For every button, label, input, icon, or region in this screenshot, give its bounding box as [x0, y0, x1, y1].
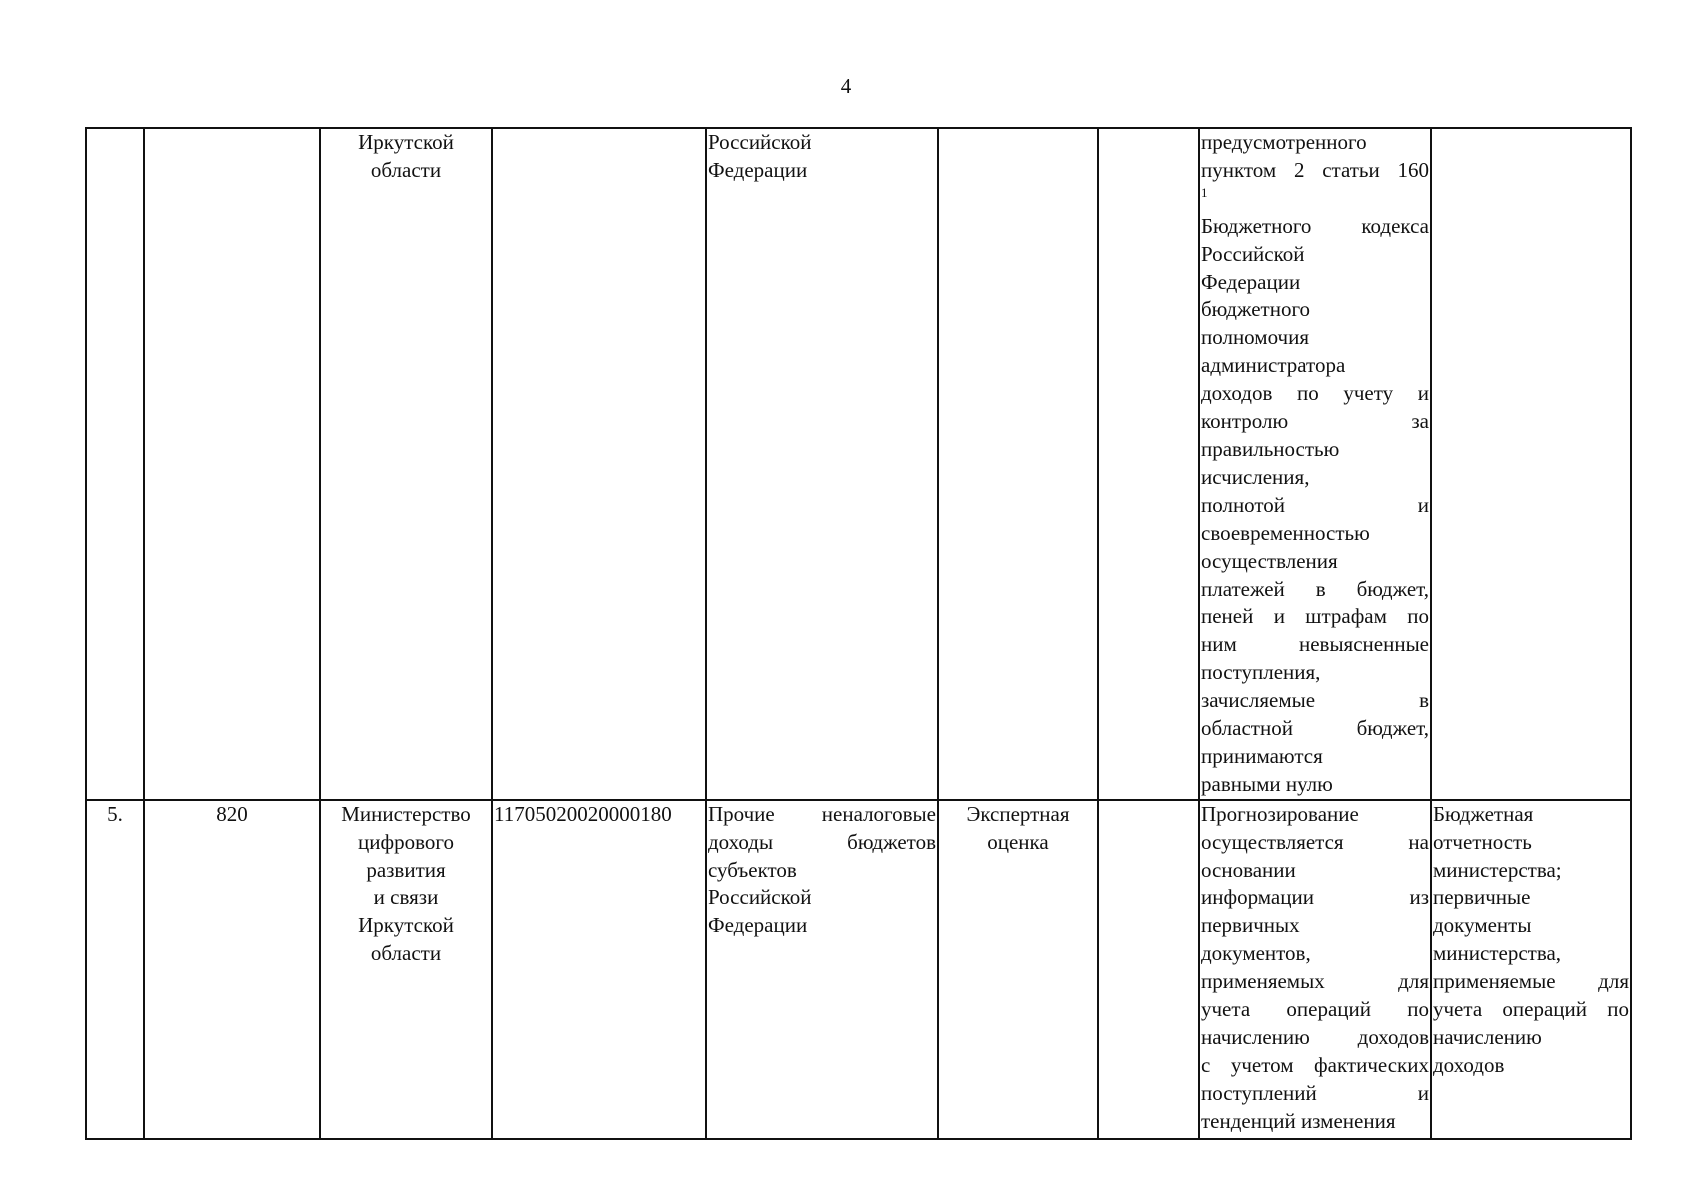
- algorithm-line: полнотой и: [1201, 492, 1429, 517]
- administrator-line: цифрового: [358, 829, 454, 854]
- method-cell: [938, 800, 1098, 1139]
- source-line: учета операций по: [1433, 997, 1629, 1022]
- income-name-line: Прочие неналоговые: [708, 801, 936, 826]
- row-number-cell: [86, 128, 144, 800]
- algorithm-line: ним невыясненные: [1201, 632, 1429, 657]
- algorithm-cell: [1199, 128, 1431, 800]
- administrator-line: Иркутской: [358, 130, 454, 154]
- row-number-cell: 5.: [86, 800, 144, 1139]
- administrator-cell: [320, 800, 492, 1139]
- algorithm-line-footnote: пунктом 2 статьи 160 $^1$: [1201, 157, 1429, 200]
- source-cell: [1431, 128, 1631, 800]
- income-name-line: Федерации: [708, 157, 808, 182]
- algorithm-line: исчисления,: [1201, 464, 1310, 489]
- forecast-table: [85, 127, 1632, 1140]
- kbk-cell: 11705020020000180: [492, 800, 706, 1139]
- income-name-line: Российской: [708, 885, 812, 910]
- formula-cell: [1098, 800, 1199, 1139]
- source-line: министерства;: [1433, 857, 1562, 882]
- algorithm-line: первичных: [1201, 913, 1300, 938]
- source-line: применяемые для: [1433, 969, 1629, 994]
- administrator-line: Иркутской: [358, 913, 454, 938]
- algorithm-line: осуществления: [1201, 548, 1338, 573]
- administrator-line: и связи: [373, 885, 439, 910]
- income-name-line: Федерации: [708, 913, 808, 938]
- algorithm-line: контролю за: [1201, 409, 1429, 434]
- algorithm-line: своевременностью: [1201, 520, 1370, 545]
- code-cell: 820: [144, 800, 320, 1139]
- income-name-cell: [706, 800, 938, 1139]
- algorithm-line: зачисляемые в: [1201, 688, 1429, 713]
- table-row: [86, 128, 1631, 800]
- kbk-cell: [492, 128, 706, 800]
- page-number: 4: [840, 74, 852, 98]
- algorithm-cell: [1199, 800, 1431, 1139]
- algorithm-line: областной бюджет,: [1201, 716, 1429, 741]
- algorithm-line: правильностью: [1201, 436, 1340, 461]
- algorithm-line: учета операций по: [1201, 997, 1429, 1022]
- income-name-line: Российской: [708, 130, 812, 154]
- source-line: первичные: [1433, 885, 1531, 910]
- algorithm-line: бюджетного: [1201, 297, 1311, 322]
- source-line: министерства,: [1433, 941, 1562, 966]
- algorithm-line: Прогнозирование: [1201, 801, 1359, 826]
- algorithm-line: полномочия: [1201, 325, 1309, 350]
- algorithm-line: Бюджетного кодекса: [1201, 213, 1429, 238]
- source-line: документы: [1433, 913, 1532, 938]
- footnote-mark: 1: [1201, 184, 1208, 200]
- algorithm-line: равными нулю: [1201, 771, 1333, 796]
- income-name-cell: [706, 128, 938, 800]
- method-line: Экспертная: [966, 801, 1070, 826]
- method-line: оценка: [987, 829, 1049, 854]
- algorithm-line: поступления,: [1201, 660, 1321, 685]
- source-line: Бюджетная: [1433, 801, 1534, 826]
- administrator-line: области: [370, 941, 442, 966]
- algorithm-line: пеней и штрафам по: [1201, 604, 1429, 629]
- algorithm-line: применяемых для: [1201, 969, 1429, 994]
- table-row: [86, 800, 1631, 1139]
- algorithm-line: информации из: [1201, 885, 1429, 910]
- method-cell: [938, 128, 1098, 800]
- code-cell: [144, 128, 320, 800]
- source-line: начислению: [1433, 1025, 1542, 1049]
- formula-cell: [1098, 128, 1199, 800]
- algorithm-line: администратора: [1201, 353, 1346, 378]
- algorithm-line: Российской: [1201, 241, 1305, 266]
- algorithm-line: с учетом фактических: [1201, 1052, 1429, 1077]
- algorithm-line: поступлений и: [1201, 1080, 1429, 1105]
- algorithm-line: документов,: [1201, 941, 1311, 966]
- algorithm-line: осуществляется на: [1201, 829, 1429, 854]
- source-line: отчетность: [1433, 829, 1532, 854]
- income-name-line: доходы бюджетов: [708, 829, 936, 854]
- algorithm-line: Федерации: [1201, 269, 1301, 294]
- algorithm-line: начислению доходов: [1201, 1025, 1429, 1049]
- algorithm-line: доходов по учету и: [1201, 381, 1429, 406]
- administrator-line: развития: [366, 857, 446, 882]
- source-line: доходов: [1433, 1052, 1505, 1077]
- algorithm-line: основании: [1201, 857, 1296, 882]
- source-cell: [1431, 800, 1631, 1139]
- administrator-cell: [320, 128, 492, 800]
- administrator-line: области: [370, 157, 442, 182]
- income-name-line: субъектов: [708, 857, 797, 882]
- algorithm-line: принимаются: [1201, 743, 1323, 768]
- algorithm-line: предусмотренного: [1201, 130, 1367, 154]
- algorithm-line: платежей в бюджет,: [1201, 576, 1429, 601]
- algorithm-line: тенденций изменения: [1201, 1108, 1396, 1133]
- administrator-line: Министерство: [341, 801, 471, 826]
